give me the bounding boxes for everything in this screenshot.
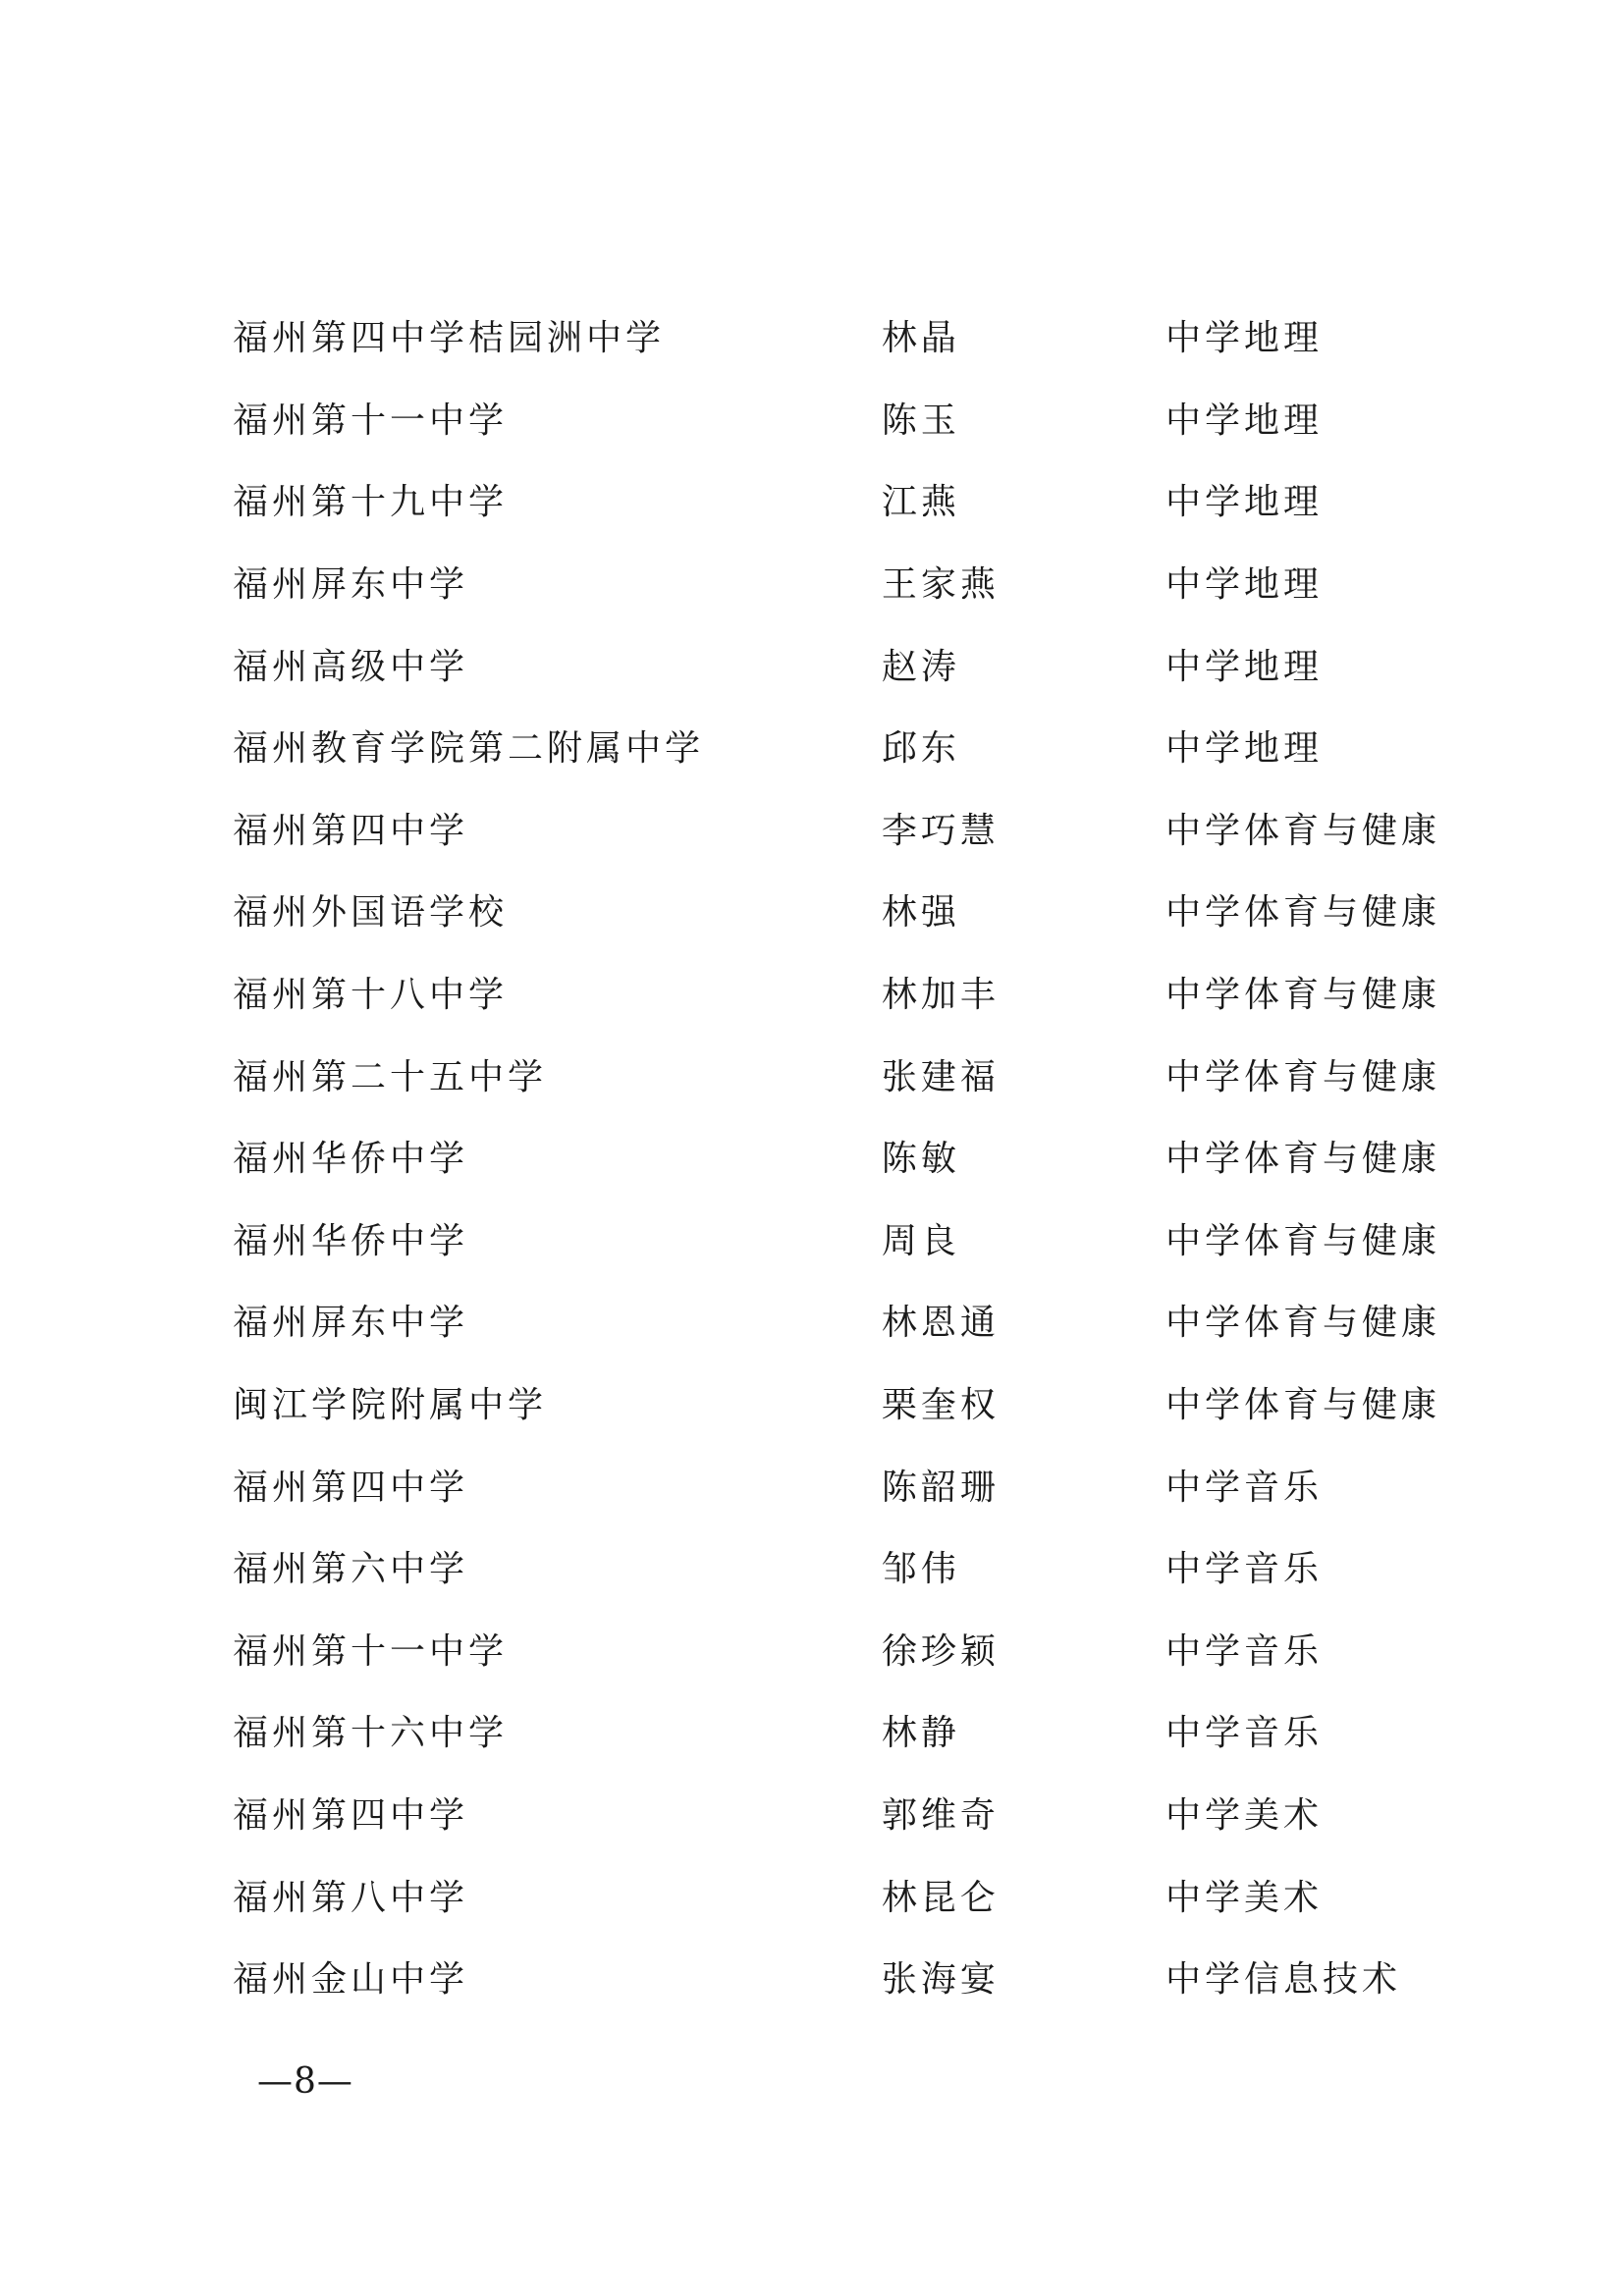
table-row <box>233 377 1440 459</box>
teacher-name-cell: 邹伟 <box>881 1549 960 1590</box>
subject-cell: 中学体育与健康 <box>1164 892 1440 934</box>
table-row <box>233 1033 1440 1115</box>
school-cell: 福州金山中学 <box>233 1959 469 2001</box>
page-number: —8— <box>257 2061 353 2102</box>
subject-cell: 中学体育与健康 <box>1164 1385 1440 1426</box>
table-row <box>233 1608 1440 1690</box>
table-row <box>233 1279 1440 1362</box>
teacher-name-cell: 张海宴 <box>881 1959 1000 2001</box>
subject-cell: 中学音乐 <box>1164 1549 1323 1590</box>
school-cell: 福州第十九中学 <box>233 482 509 523</box>
school-cell: 福州第六中学 <box>233 1549 469 1590</box>
teacher-name-cell: 江燕 <box>881 482 960 523</box>
table-row <box>233 951 1440 1034</box>
school-cell: 福州第四中学 <box>233 1794 469 1836</box>
school-cell: 福州第十六中学 <box>233 1713 509 1754</box>
teacher-name-cell: 徐珍颖 <box>881 1630 1000 1672</box>
subject-cell: 中学体育与健康 <box>1164 1303 1440 1344</box>
subject-cell: 中学体育与健康 <box>1164 1056 1440 1097</box>
subject-cell: 中学地理 <box>1164 564 1323 606</box>
teacher-name-cell: 林强 <box>881 892 960 934</box>
school-cell: 福州高级中学 <box>233 646 469 687</box>
teacher-name-cell: 林加丰 <box>881 975 1000 1016</box>
subject-cell: 中学地理 <box>1164 728 1323 770</box>
school-cell: 福州外国语学校 <box>233 892 509 934</box>
table-row <box>233 1198 1440 1280</box>
roster-body <box>233 294 1440 2017</box>
teacher-roster-table <box>233 294 1440 2017</box>
subject-cell: 中学信息技术 <box>1164 1959 1401 2001</box>
school-cell: 福州第四中学 <box>233 810 469 851</box>
school-cell: 福州华侨中学 <box>233 1220 469 1261</box>
teacher-name-cell: 邱东 <box>881 728 960 770</box>
table-row <box>233 1853 1440 1936</box>
teacher-name-cell: 林昆仑 <box>881 1877 1000 1918</box>
teacher-name-cell: 李巧慧 <box>881 810 1000 851</box>
teacher-name-cell: 林恩通 <box>881 1303 1000 1344</box>
subject-cell: 中学音乐 <box>1164 1630 1323 1672</box>
table-row <box>233 1115 1440 1198</box>
school-cell: 福州第十一中学 <box>233 1630 509 1672</box>
subject-cell: 中学体育与健康 <box>1164 1139 1440 1180</box>
subject-cell: 中学体育与健康 <box>1164 1220 1440 1261</box>
table-row <box>233 1443 1440 1525</box>
school-cell: 福州屏东中学 <box>233 564 469 606</box>
table-row <box>233 622 1440 705</box>
teacher-name-cell: 陈玉 <box>881 400 960 441</box>
teacher-name-cell: 张建福 <box>881 1056 1000 1097</box>
school-cell: 福州第十八中学 <box>233 975 509 1016</box>
teacher-name-cell: 林晶 <box>881 318 960 359</box>
school-cell: 福州第十一中学 <box>233 400 509 441</box>
school-cell: 福州华侨中学 <box>233 1139 469 1180</box>
teacher-name-cell: 王家燕 <box>881 564 1000 606</box>
table-row <box>233 541 1440 623</box>
school-cell: 福州第四中学桔园洲中学 <box>233 318 666 359</box>
table-row <box>233 294 1440 377</box>
school-cell: 福州教育学院第二附属中学 <box>233 728 705 770</box>
subject-cell: 中学体育与健康 <box>1164 975 1440 1016</box>
school-cell: 福州屏东中学 <box>233 1303 469 1344</box>
teacher-name-cell: 陈敏 <box>881 1139 960 1180</box>
table-row <box>233 1936 1440 2018</box>
table-row <box>233 1362 1440 1444</box>
teacher-name-cell: 栗奎权 <box>881 1385 1000 1426</box>
table-row <box>233 1772 1440 1854</box>
teacher-name-cell: 赵涛 <box>881 646 960 687</box>
school-cell: 福州第二十五中学 <box>233 1056 548 1097</box>
table-row <box>233 1525 1440 1608</box>
table-row <box>233 869 1440 951</box>
subject-cell: 中学地理 <box>1164 646 1323 687</box>
subject-cell: 中学地理 <box>1164 482 1323 523</box>
table-row <box>233 787 1440 870</box>
teacher-name-cell: 周良 <box>881 1220 960 1261</box>
subject-cell: 中学音乐 <box>1164 1713 1323 1754</box>
teacher-name-cell: 郭维奇 <box>881 1794 1000 1836</box>
school-cell: 福州第八中学 <box>233 1877 469 1918</box>
table-row <box>233 1689 1440 1772</box>
school-cell: 福州第四中学 <box>233 1467 469 1508</box>
table-row <box>233 705 1440 787</box>
subject-cell: 中学地理 <box>1164 318 1323 359</box>
school-cell: 闽江学院附属中学 <box>233 1385 548 1426</box>
subject-cell: 中学地理 <box>1164 400 1323 441</box>
teacher-name-cell: 林静 <box>881 1713 960 1754</box>
table-row <box>233 458 1440 541</box>
subject-cell: 中学音乐 <box>1164 1467 1323 1508</box>
subject-cell: 中学体育与健康 <box>1164 810 1440 851</box>
subject-cell: 中学美术 <box>1164 1877 1323 1918</box>
teacher-name-cell: 陈韶珊 <box>881 1467 1000 1508</box>
subject-cell: 中学美术 <box>1164 1794 1323 1836</box>
